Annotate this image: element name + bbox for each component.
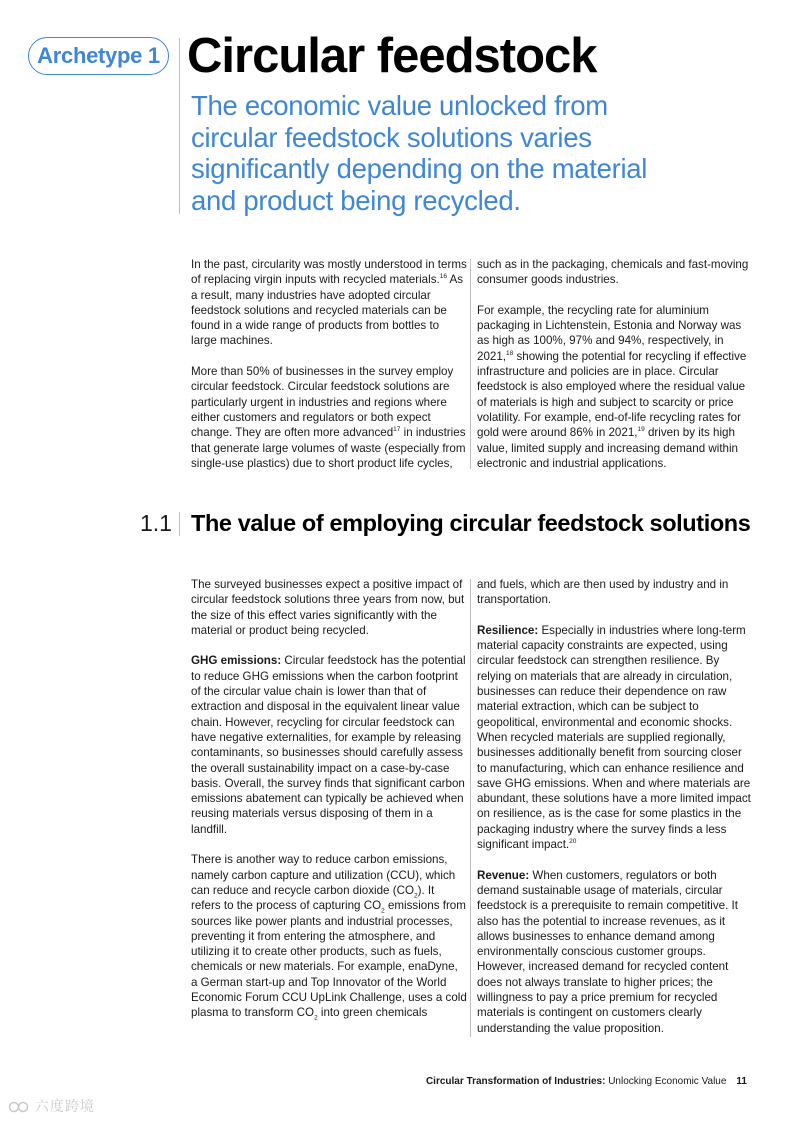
section-number: 1.1 — [140, 510, 172, 536]
resilience-label: Resilience: — [477, 623, 539, 637]
revenue-label: Revenue: — [477, 868, 530, 882]
footer-report-subtitle: Unlocking Economic Value — [605, 1076, 727, 1087]
ghg-paragraph: GHG emissions: Circular feedstock has the potential to reduce GHG emissions when the carbon footprint of the circular value chain is lower than that of extraction and disposal in the equivalent linear value chain. However, recycling for circular feedstock can have negative externalities, for example by releasing contaminants, so businesses should carefully assess the overall sustainability impact on a case-by-case basis. Overall, the survey finds that significant carbon emissions abatement can typically be achieved when reusing materials versus disposing of them in a landfill. — [191, 654, 466, 836]
section-paragraph-intro: The surveyed businesses expect a positive impact of circular feedstock solutions three years from now, but the size of this effect varies significantly with the material or product being recycled. — [191, 578, 465, 637]
page-number: 11 — [736, 1076, 747, 1087]
page-subtitle: The economic value unlocked from circular feedstock solutions varies significantly depending on the material and product being recycled. — [191, 90, 648, 216]
ccu-paragraph: There is another way to reduce carbon emissions, namely carbon capture and utilization (CCU), which can reduce and recycle carbon dioxide $(CO_2)$. It refers to the process of capturing $CO_2$ emissions from sources like power plants and industrial processes, preventing it from entering the atmosphere, and utilizing it to create other products, such as fuels, chemicals or new materials. For example, enaDyne, a German start-up and Top Innovator of the World Economic Forum CCU UpLink Challenge, uses a cold plasma to transform $CO_2$ into green chemicals — [191, 853, 467, 1022]
intro-paragraph-4: For example, the recycling rate for aluminium packaging in Lichtenstein, Estonia and Norway was as high as 100%, 97% and 94%, respectively, in 2021,18 showing the potential for recycling if effective infrastructure and policies are in place. Circular feedstock is also employed where the residual value of materials is high and subject to scarcity or price volatility. For example, end-of-life recycling rates for gold were around 86% in 2021,19 driven by its high value, limited supply and increasing demand within electronic and industrial applications. — [477, 303, 747, 470]
intro-column-left — [191, 257, 467, 471]
section-column-right — [477, 577, 753, 1036]
header-divider — [179, 38, 180, 214]
footer-report-title: Circular Transformation of Industries: — [425, 1076, 606, 1087]
section-divider — [179, 512, 180, 536]
archetype-label: Archetype 1 — [37, 43, 160, 68]
page-title: Circular feedstock — [187, 29, 597, 83]
section-column-left — [191, 577, 467, 1021]
section-title: The value of employing circular feedstock solutions — [191, 510, 751, 536]
watermark-text: 六度跨境 — [34, 1098, 95, 1114]
watermark — [8, 1096, 95, 1116]
continuation-paragraph: and fuels, which are then used by industry and in transportation. — [477, 578, 729, 607]
page-footer — [426, 1076, 747, 1087]
ghg-label: GHG emissions: — [191, 654, 282, 668]
column-divider — [470, 259, 471, 469]
intro-paragraph-3: such as in the packaging, chemicals and fast-moving consumer goods industries. — [477, 258, 749, 287]
resilience-paragraph: Resilience: Especially in industries where long-term material capacity constraints are expected, using circular feedstock can strengthen resilience. By relying on materials that are already in circulation, businesses can reduce their dependence on raw material extraction, which can be subject to geopolitical, environmental and economic shocks. When recycled materials are supplied regionally, businesses additionally benefit from sourcing closer to manufacturing, which can enhance resilience and save GHG emissions. When and where materials are abundant, these solutions have a more limited impact on resilience, as is the case for some plastics in the packaging industry where the survey finds a less significant impact.$^{20}$ — [477, 623, 751, 852]
revenue-paragraph: Revenue: When customers, regulators or both demand sustainable usage of materials, circular feedstock is a prerequisite to remain competitive. It also has the potential to increase revenues, as it allows businesses to enhance demand among environmentally conscious customer groups. However, increased demand for recycled content does not always translate to higher prices; the willingness to pay a price premium for recycled materials is contingent on customers clearly understanding the value proposition. — [477, 868, 738, 1035]
intro-paragraph-2: More than 50% of businesses in the survey employ circular feedstock. Circular feedstock solutions are particularly urgent in industries and regions where either customers and regulators or both expect change. They are often more advanced$^{17}$ in industries that generate large volumes of waste (especially from single-use plastics) due to short product life cycles, — [191, 365, 466, 470]
archetype-badge — [28, 37, 169, 75]
column-divider — [470, 579, 471, 1037]
intro-paragraph-1: In the past, circularity was mostly understood in terms of replacing virgin inputs with recycled materials.$^{16}$ As a result, many industries have adopted circular feedstock solutions and recycled materials can be found in a wide range of products from bottles to large machines. — [191, 258, 467, 348]
watermark-logo-icon — [8, 1099, 30, 1113]
intro-column-right — [477, 257, 753, 471]
